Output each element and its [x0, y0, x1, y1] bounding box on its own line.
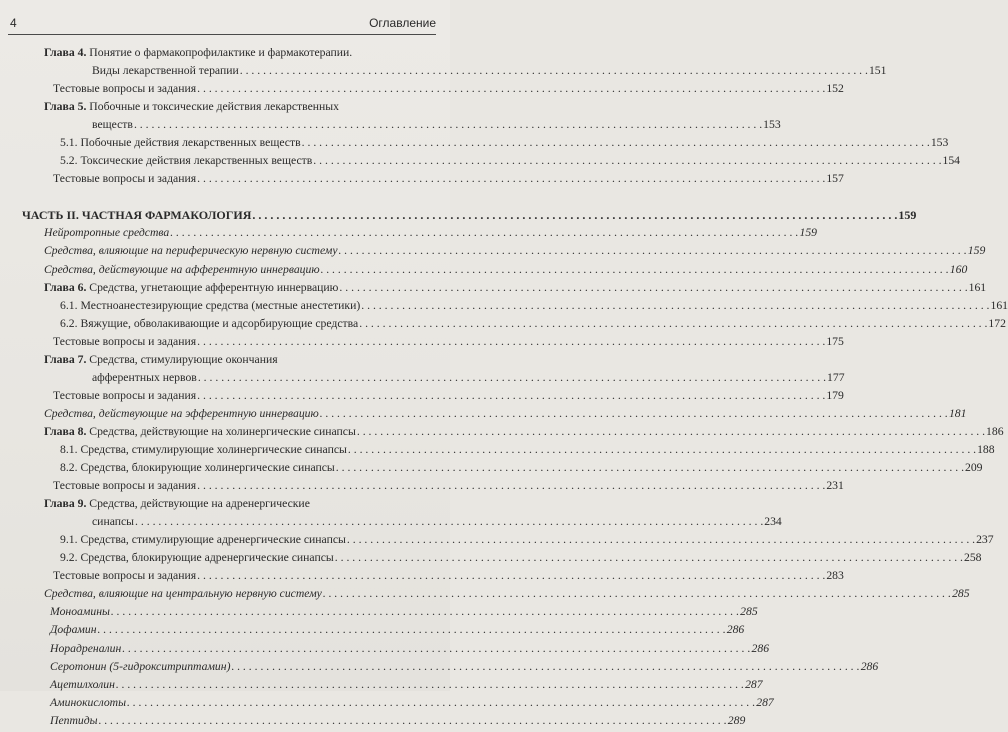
toc-chapter-heading: [0, 280, 987, 299]
dot-leader: [336, 461, 964, 474]
toc-entry-label: 8.2. Средства, блокирующие холинергические синапсы: [60, 461, 335, 475]
toc-entry-label: 5.1. Побочные действия лекарственных веществ: [60, 136, 301, 150]
page-ref: 153: [930, 136, 949, 150]
toc-entry-label: 8.1. Средства, стимулирующие холинергические синапсы: [60, 442, 347, 456]
toc-entry-label: 9.2. Средства, блокирующие адренергические синапсы: [60, 551, 334, 565]
page-ref: 157: [826, 172, 844, 186]
dot-leader: [252, 208, 897, 223]
chapter-number: Глава 9.: [44, 497, 87, 511]
page-ref: 177: [827, 370, 845, 384]
page-ref: 285: [952, 587, 970, 601]
toc-entry-label: Тестовые вопросы и задания: [53, 82, 197, 96]
toc-entry-label: Тестовые вопросы и задания: [53, 388, 197, 402]
chapter-number: Глава 6.: [44, 280, 87, 294]
toc-section-italic: [0, 226, 817, 244]
toc-entry: [0, 118, 781, 136]
toc-entry-label: Средства, влияющие на центральную нервную систему: [44, 587, 322, 601]
toc-subsection: [0, 533, 994, 551]
page-ref: 159: [898, 208, 917, 223]
page-ref: 286: [860, 659, 879, 673]
toc-entry-label: 6.1. Местноанестезирующие средства (местные анестетики): [60, 298, 361, 312]
toc-entry-label: Тестовые вопросы и задания: [53, 172, 197, 186]
page-ref: 286: [751, 641, 770, 655]
chapter-number: Глава 4.: [44, 46, 87, 59]
toc-entry-label: Норадреналин: [50, 641, 122, 655]
page-ref: 209: [964, 461, 983, 475]
toc-entry-label: Средства, действующие на афферентную иннервацию: [44, 262, 320, 276]
toc-entry-label: Аминокислоты: [50, 695, 127, 709]
dot-leader: [197, 389, 825, 402]
toc-subsection-italic: [0, 623, 745, 641]
toc-entry-label: Глава 4. Понятие о фармакопрофилактике и фармакотерапии.: [44, 46, 353, 59]
page-ref: 186: [986, 424, 1004, 438]
toc-entry-label: Глава 6. Средства, угнетающие афферентную иннервацию: [44, 280, 339, 294]
dot-leader: [197, 172, 825, 185]
page-ref: 153: [763, 118, 781, 132]
toc-chapter-heading: [0, 46, 450, 64]
page-ref: 258: [963, 551, 982, 565]
dot-leader: [302, 136, 930, 149]
toc-entry-label: Ацетилхолин: [50, 677, 115, 691]
dot-leader: [99, 714, 727, 727]
toc-entry-label: Глава 9. Средства, действующие на адренергические: [44, 497, 310, 511]
page-ref: 287: [745, 677, 763, 691]
table-of-contents: [0, 46, 1008, 732]
dot-leader: [231, 660, 859, 673]
dot-leader: [197, 335, 825, 348]
toc-entry-label: Моноамины: [50, 605, 110, 619]
toc-chapter-heading: [0, 353, 450, 371]
page-ref: 179: [826, 388, 844, 402]
page-ref: 287: [756, 695, 774, 709]
toc-section-italic: [0, 587, 970, 605]
dot-leader: [361, 299, 989, 312]
page-ref: 285: [740, 605, 758, 619]
dot-leader: [240, 64, 868, 77]
toc-chapter-heading: [0, 497, 450, 515]
page-ref: 188: [977, 442, 995, 456]
dot-leader: [323, 587, 951, 600]
toc-entry-label: ЧАСТЬ II. ЧАСТНАЯ ФАРМАКОЛОГИЯ: [22, 208, 252, 223]
toc-entry-label: веществ: [92, 118, 133, 132]
dot-leader: [359, 317, 987, 330]
dot-leader: [348, 443, 976, 456]
page-ref: 175: [826, 334, 844, 348]
toc-subsection: [0, 442, 995, 461]
toc-entry: [0, 515, 782, 533]
page-ref: 160: [949, 262, 968, 276]
page-ref: 286: [726, 623, 745, 637]
toc-entry-label: Тестовые вопросы и задания: [53, 334, 197, 348]
toc-entry-label: Дофамин: [50, 623, 97, 637]
toc-entry-label: 6.2. Вяжущие, обволакивающие и адсорбирующие средства: [60, 316, 359, 330]
chapter-number: Глава 7.: [44, 352, 87, 366]
toc-subsection-italic: [0, 605, 758, 623]
page-ref: 161: [968, 280, 987, 294]
toc-subsection: [0, 551, 982, 569]
toc-entry: [0, 569, 844, 587]
toc-section-italic: [0, 262, 968, 281]
toc-entry: [0, 64, 887, 82]
dot-leader: [116, 678, 744, 691]
toc-chapter-heading: [0, 100, 450, 118]
toc-entry: [0, 479, 844, 497]
toc-part-heading: [0, 208, 917, 226]
toc-subsection-italic: [0, 677, 763, 696]
dot-leader: [339, 281, 967, 294]
toc-entry-label: Серотонин (5-гидрокситриптамин): [50, 659, 231, 673]
page-ref: 154: [942, 154, 961, 168]
toc-entry-label: Глава 7. Средства, стимулирующие окончания: [44, 352, 278, 366]
spacer: [0, 190, 450, 208]
toc-entry: [0, 370, 845, 389]
running-title: Оглавление: [369, 16, 436, 30]
page-ref: 172: [988, 316, 1006, 330]
chapter-number: Глава 8.: [44, 424, 87, 438]
toc-subsection: [0, 136, 949, 154]
toc-entry-label: Средства, действующие на эфферентную иннервацию: [44, 406, 319, 420]
toc-subsection: [0, 316, 1006, 335]
dot-leader: [111, 605, 739, 618]
dot-leader: [98, 623, 726, 636]
page-ref: 283: [826, 569, 844, 583]
dot-leader: [197, 82, 825, 95]
dot-leader: [122, 642, 750, 655]
toc-entry-label: афферентных нервов: [92, 370, 197, 384]
toc-entry-label: Тестовые вопросы и задания: [53, 479, 197, 493]
running-header: [8, 14, 436, 35]
page-ref: 234: [764, 515, 782, 529]
toc-entry: [0, 388, 844, 407]
toc-entry-label: Средства, влияющие на периферическую нервную систему: [44, 244, 338, 258]
toc-subsection-italic: [0, 641, 770, 660]
toc-entry-label: 9.1. Средства, стимулирующие адренергические синапсы: [60, 533, 346, 547]
toc-entry-label: Глава 5. Побочные и токсические действия лекарственных: [44, 100, 339, 114]
toc-subsection-italic: [0, 695, 774, 714]
page-number: 4: [10, 16, 17, 30]
toc-subsection-italic: [0, 659, 879, 678]
page-ref: 159: [799, 226, 817, 240]
toc-entry-label: Пептиды: [50, 713, 98, 727]
dot-leader: [313, 154, 941, 167]
dot-leader: [170, 226, 798, 239]
toc-entry-label: Нейротропные средства: [44, 226, 170, 240]
toc-entry: [0, 334, 844, 353]
page-ref: 151: [868, 64, 887, 78]
dot-leader: [335, 551, 963, 564]
page-ref: 159: [967, 244, 986, 258]
page-ref: 237: [976, 533, 994, 547]
dot-leader: [357, 425, 985, 438]
toc-entry-label: Виды лекарственной терапии: [92, 64, 239, 78]
page-ref: 152: [826, 82, 844, 96]
page-ref: 231: [826, 479, 844, 493]
toc-entry: [0, 172, 844, 190]
toc-entry-label: Тестовые вопросы и задания: [53, 569, 197, 583]
page-ref: 161: [990, 298, 1008, 312]
toc-entry-label: синапсы: [92, 515, 135, 529]
page-ref: 181: [948, 406, 967, 420]
dot-leader: [135, 515, 763, 528]
dot-leader: [134, 118, 762, 131]
dot-leader: [339, 244, 967, 257]
toc-subsection: [0, 154, 961, 172]
toc-chapter-heading: [0, 424, 1004, 443]
dot-leader: [197, 479, 825, 492]
dot-leader: [320, 407, 948, 420]
chapter-number: Глава 5.: [44, 100, 87, 114]
toc-subsection: [0, 461, 983, 479]
dot-leader: [321, 263, 949, 276]
toc-subsection-italic: [0, 713, 746, 732]
toc-subsection: [0, 298, 1008, 317]
toc-section-italic: [0, 244, 986, 262]
dot-leader: [127, 696, 755, 709]
dot-leader: [198, 371, 826, 384]
dot-leader: [197, 569, 825, 582]
toc-entry-label: 5.2. Токсические действия лекарственных веществ: [60, 154, 313, 168]
dot-leader: [347, 533, 975, 546]
toc-entry: [0, 82, 844, 100]
toc-entry-label: Глава 8. Средства, действующие на холинергические синапсы: [44, 424, 356, 438]
page-ref: 289: [727, 713, 746, 727]
toc-section-italic: [0, 406, 967, 425]
